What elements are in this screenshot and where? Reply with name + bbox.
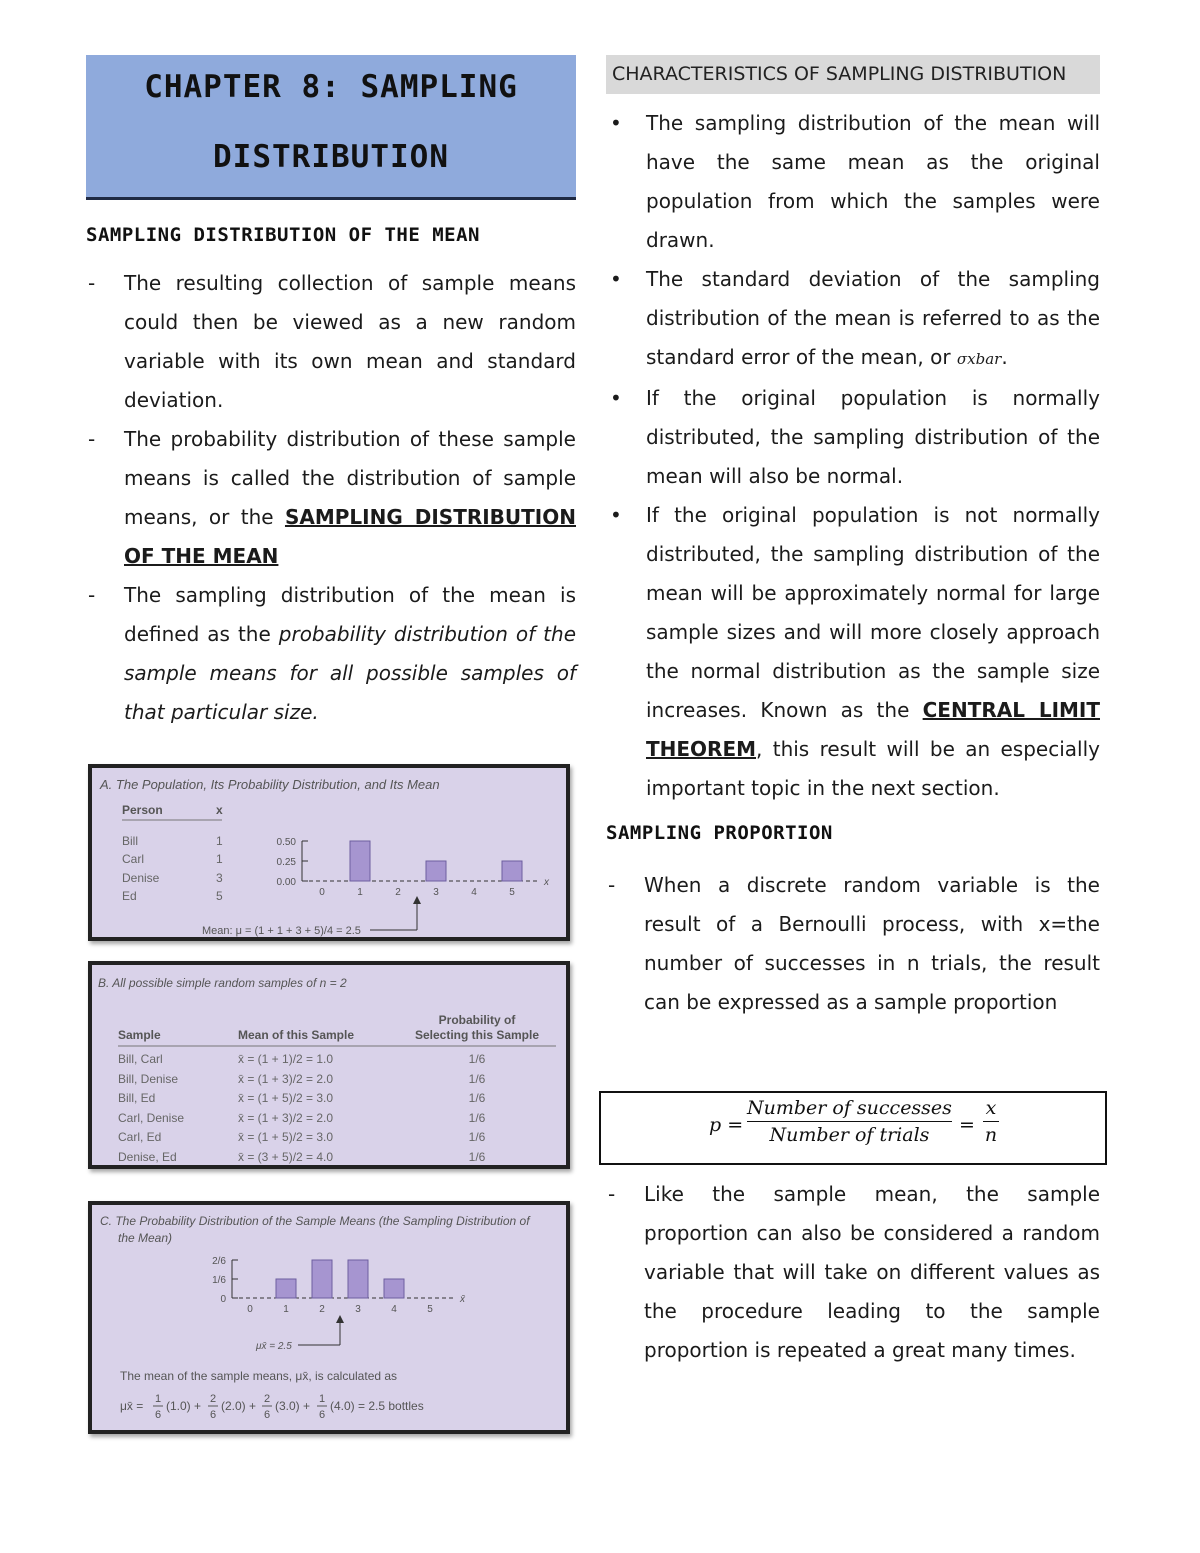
bar	[312, 1260, 332, 1298]
figure-a-mean-label: Mean: μ = (1 + 1 + 3 + 5)/4 = 2.5	[202, 925, 361, 937]
x-tick-label: 0	[247, 1304, 253, 1315]
figure-b-samples-table	[88, 961, 570, 1169]
table-row	[118, 1072, 486, 1086]
proportion-list-2	[606, 1175, 1100, 1370]
right-column	[606, 55, 1100, 1022]
bar	[384, 1279, 404, 1298]
svg-text:6: 6	[209, 1409, 217, 1421]
svg-text:(3.0) +: (3.0) +	[275, 1399, 311, 1413]
svg-text:1: 1	[318, 1393, 326, 1405]
x-tick-label: 4	[471, 887, 477, 898]
table-row	[118, 1150, 486, 1164]
list-item: - The probability distribution of these sample means is called the distribution of sample means, or the SAMPLING DISTRIBUTION OF THE MEAN	[88, 427, 576, 568]
person-x: 1	[216, 852, 223, 866]
formula-p: p =	[709, 1114, 744, 1136]
term-sampling-distribution-of-mean: SAMPLING DISTRIBUTION OF THE MEAN	[124, 505, 576, 568]
svg-text:1/6: 1/6	[468, 1091, 486, 1105]
characteristics-list	[606, 104, 1100, 808]
formula-numerator: Number of successes	[747, 1097, 952, 1119]
svg-text:2: 2	[263, 1393, 271, 1405]
svg-text:Bill, Denise: Bill, Denise	[118, 1072, 179, 1086]
sample-proportion-formula	[599, 1091, 1107, 1165]
y-tick-label: 0.25	[276, 857, 296, 868]
svg-text:6: 6	[318, 1409, 326, 1421]
svg-text:Carl, Ed: Carl, Ed	[118, 1130, 162, 1144]
svg-text:Denise, Ed: Denise, Ed	[118, 1150, 177, 1164]
x-tick-label: 1	[357, 887, 363, 898]
x-tick-label: 0	[319, 887, 325, 898]
person-name: Ed	[122, 889, 137, 903]
sigma-xbar-symbol: σxbar	[956, 350, 1002, 368]
table-row	[118, 1111, 486, 1125]
bar	[348, 1260, 368, 1298]
svg-text:1/6: 1/6	[468, 1072, 486, 1086]
figure-c-chart	[212, 1256, 466, 1315]
left-column	[86, 55, 576, 732]
x-axis-label: x̄	[460, 1294, 465, 1305]
chapter-banner	[86, 55, 576, 200]
x-tick-label: 5	[509, 887, 515, 898]
list-item: - Like the sample mean, the sample proportion can also be considered a random variable that will take on different values as the procedure leading to the sample proportion is repeated a great many times.	[608, 1182, 1100, 1362]
svg-text:1/6: 1/6	[468, 1111, 486, 1125]
figure-a-chart	[277, 837, 550, 898]
svg-text:6: 6	[263, 1409, 271, 1421]
svg-text:1: 1	[154, 1393, 162, 1405]
formula-n: n	[984, 1124, 998, 1146]
figure-c-calc-text: The mean of the sample means, μx̄, is calculated as	[120, 1369, 398, 1383]
chapter-title-line-1: CHAPTER 8: SAMPLING	[144, 69, 518, 105]
svg-text:x̄ = (1 + 5)/2 = 3.0: x̄ = (1 + 5)/2 = 3.0	[238, 1130, 334, 1144]
figure-a-col-person: Person	[122, 803, 163, 817]
bar	[502, 861, 522, 881]
proportion-list-2-wrapper	[606, 1175, 1100, 1370]
svg-text:1/6: 1/6	[468, 1052, 486, 1066]
formula-fraction-short	[983, 1097, 999, 1146]
y-tick-label: 2/6	[212, 1256, 226, 1267]
person-name: Carl	[122, 852, 145, 866]
figure-a-title: A. The Population, Its Probability Distribution, and Its Mean	[100, 777, 440, 792]
figure-b-col-sample: Sample	[118, 1028, 161, 1042]
x-axis-label: x	[544, 877, 549, 888]
formula-term	[153, 1393, 201, 1421]
figure-a-population	[88, 764, 570, 941]
figure-c-title-2: the Mean)	[118, 1231, 173, 1245]
list-item: - The sampling distribution of the mean is defined as the probability distribution of the sample means for all possible samples of that particular size.	[88, 583, 577, 724]
proportion-list-1	[606, 866, 1100, 1022]
figure-b-col-prob-2: Selecting this Sample	[414, 1028, 540, 1042]
formula-term	[208, 1393, 256, 1421]
characteristics-heading: CHARACTERISTICS OF SAMPLING DISTRIBUTION	[606, 55, 1100, 94]
x-tick-label: 2	[319, 1304, 325, 1315]
svg-text:6: 6	[154, 1409, 162, 1421]
svg-text:x̄ = (1 + 1)/2 = 1.0: x̄ = (1 + 1)/2 = 1.0	[238, 1052, 334, 1066]
x-tick-label: 4	[391, 1304, 397, 1315]
figure-c-title-1: C. The Probability Distribution of the Sample Means (the Sampling Distribution of	[100, 1214, 530, 1228]
x-tick-label: 5	[427, 1304, 433, 1315]
figure-b-svg	[92, 965, 566, 1165]
svg-text:Bill, Carl: Bill, Carl	[118, 1052, 163, 1066]
y-tick-label: 0.50	[276, 837, 296, 848]
svg-text:(2.0) +: (2.0) +	[221, 1399, 257, 1413]
svg-text:(4.0) = 2.5 bottles: (4.0) = 2.5 bottles	[330, 1399, 424, 1413]
formula-denominator: Number of trials	[769, 1124, 930, 1146]
x-tick-label: 2	[395, 887, 401, 898]
x-tick-label: 3	[433, 887, 439, 898]
bar	[426, 861, 446, 881]
svg-text:2: 2	[209, 1393, 217, 1405]
list-item: - When a discrete random variable is the result of a Bernoulli process, with x=the number of successes in n trials, the result can be expressed as a sample proportion	[608, 873, 1100, 1014]
figure-b-col-prob-1: Probability of	[438, 1013, 516, 1027]
bar	[276, 1279, 296, 1298]
y-tick-label: 0.00	[276, 877, 296, 888]
chapter-title-line-2: DISTRIBUTION	[213, 139, 449, 175]
person-x: 1	[216, 834, 223, 848]
svg-text:x̄ = (1 + 5)/2 = 3.0: x̄ = (1 + 5)/2 = 3.0	[238, 1091, 334, 1105]
figure-c-formula-lhs: μx̄ =	[120, 1399, 144, 1413]
person-name: Bill	[122, 834, 139, 848]
list-item: • The sampling distribution of the mean will have the same mean as the original population from which the samples were drawn.	[610, 111, 1100, 252]
person-name: Denise	[122, 871, 160, 885]
person-x: 5	[216, 889, 223, 903]
svg-text:1/6: 1/6	[468, 1130, 486, 1144]
table-row	[118, 1091, 486, 1105]
table-row	[118, 1052, 486, 1066]
svg-text:Carl, Denise: Carl, Denise	[118, 1111, 185, 1125]
list-item: • If the original population is normally distributed, the sampling distribution of the mean will also be normal.	[610, 386, 1100, 488]
figure-b-title: B. All possible simple random samples of n = 2	[98, 976, 347, 990]
figure-a-svg	[92, 768, 566, 937]
list-item: - The resulting collection of sample means could then be viewed as a new random variable with its own mean and standard deviation.	[88, 271, 576, 412]
svg-text:Bill, Ed: Bill, Ed	[118, 1091, 156, 1105]
y-tick-label: 1/6	[212, 1275, 226, 1286]
formula-term	[317, 1393, 424, 1421]
bar	[350, 841, 370, 881]
term-central-limit-theorem: CENTRAL LIMIT THEOREM	[646, 698, 1100, 761]
figure-c-svg	[92, 1205, 566, 1430]
svg-text:(1.0) +: (1.0) +	[166, 1399, 202, 1413]
formula-term	[262, 1393, 310, 1421]
formula-fraction-main	[747, 1097, 952, 1146]
figure-b-col-mean: Mean of this Sample	[238, 1028, 355, 1042]
formula-equals: =	[959, 1114, 975, 1136]
x-tick-label: 1	[283, 1304, 289, 1315]
svg-text:1/6: 1/6	[468, 1150, 486, 1164]
figure-a-col-x: x	[216, 803, 223, 817]
svg-text:x̄ = (1 + 3)/2 = 2.0: x̄ = (1 + 3)/2 = 2.0	[238, 1072, 334, 1086]
table-row	[118, 1130, 486, 1144]
x-tick-label: 3	[355, 1304, 361, 1315]
figure-c-sampling-distribution	[88, 1201, 570, 1434]
y-tick-label: 0	[220, 1294, 226, 1305]
formula-x: x	[985, 1097, 997, 1119]
list-item: • If the original population is not normally distributed, the sampling distribution of the mean will be approximately normal for large sample sizes and will more closely approach the normal distribution as the sample size increases. Known as the CENTRAL LIMIT THEOREM, this result will be an especially important topic in the next section.	[610, 503, 1100, 800]
figure-c-mean-label: μx̄ = 2.5	[256, 1341, 292, 1352]
svg-text:x̄ = (3 + 5)/2 = 4.0: x̄ = (3 + 5)/2 = 4.0	[238, 1150, 334, 1164]
person-x: 3	[216, 871, 223, 885]
section-title-sampling-proportion: SAMPLING PROPORTION	[606, 822, 833, 844]
list-item: • The standard deviation of the sampling distribution of the mean is referred to as the standard error of the mean, or σxbar.	[610, 267, 1100, 369]
svg-text:x̄ = (1 + 3)/2 = 2.0: x̄ = (1 + 3)/2 = 2.0	[238, 1111, 334, 1125]
mean-bullet-list	[86, 264, 576, 732]
section-title-sampling-mean: SAMPLING DISTRIBUTION OF THE MEAN	[86, 224, 480, 246]
